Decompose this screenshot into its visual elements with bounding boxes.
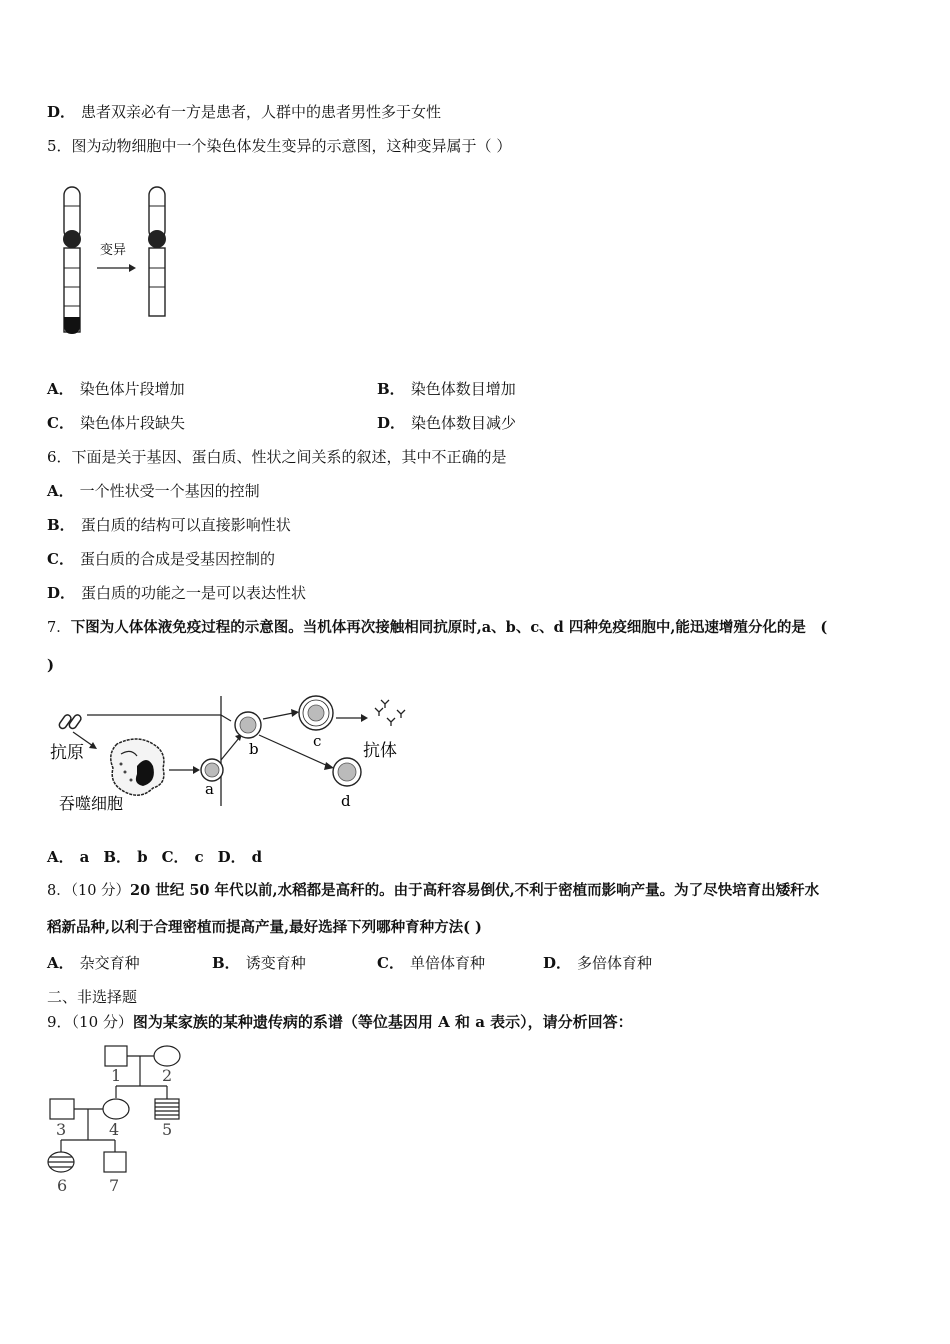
option-text: 染色体片段缺失 [79, 414, 185, 432]
q6-option-b[interactable] [47, 515, 291, 535]
option-text: 染色体片段增加 [79, 380, 185, 398]
individual-6-affected-female [48, 1152, 74, 1172]
section-title: 二、非选择题 [47, 988, 138, 1006]
option-label: A． [47, 954, 74, 972]
q7-option-b[interactable] [103, 848, 147, 866]
q8-stem-line2: 稻新品种,以利于合理密植而提高产量,最好选择下列哪种育种方法( ) [47, 919, 482, 936]
label-1: 1 [111, 1066, 122, 1085]
option-label: C． [47, 550, 74, 568]
q8-score: （10 分） [70, 883, 131, 899]
option-text: 蛋白质的结构可以直接影响性状 [80, 516, 291, 534]
option-label: D． [47, 103, 76, 121]
q6-option-a[interactable] [47, 481, 260, 501]
phagocyte-label: 吞噬细胞 [59, 794, 124, 813]
q7-stem [47, 618, 827, 638]
option-label: D． [543, 954, 572, 972]
antibody-label: 抗体 [363, 741, 397, 761]
q7-option-d[interactable] [218, 848, 263, 866]
q5-chromosome-figure [55, 184, 185, 340]
q5-option-b[interactable] [377, 379, 516, 399]
individual-3-male [50, 1099, 74, 1119]
cell-c-icon [299, 696, 333, 730]
option-label: D． [377, 414, 406, 432]
option-text: 染色体数目增加 [410, 380, 516, 398]
variation-label: 变异 [100, 243, 127, 258]
q7-options [47, 847, 262, 867]
option-text: 单倍体育种 [409, 954, 485, 972]
option-label: D． [217, 848, 246, 866]
cell-b-icon [235, 712, 261, 738]
antigen-label: 抗原 [50, 743, 84, 763]
q8-stem-text-1: 20 世纪 50 年代以前,水稻都是高秆的。由于高秆容易倒伏,不利于密植而影响产量。为了尽快培育出矮秆水 [130, 882, 820, 899]
individual-2-female [154, 1046, 180, 1066]
option-text: 多倍体育种 [577, 954, 653, 972]
q9-pedigree [45, 1040, 195, 1200]
cell-c-label: c [313, 732, 322, 750]
q9-score: （10 分） [71, 1013, 133, 1031]
q7-option-a[interactable] [47, 848, 89, 866]
q7-stem-end: ) [47, 656, 55, 674]
individual-4-female [103, 1099, 129, 1119]
q8-option-a[interactable] [47, 953, 140, 973]
q5-option-c[interactable] [47, 413, 185, 433]
q5-option-d[interactable] [377, 413, 516, 433]
antibody-icon [375, 700, 405, 726]
label-2: 2 [162, 1066, 173, 1085]
q8-number: 8． [47, 883, 71, 899]
option-text: 染色体数目减少 [411, 414, 517, 432]
option-text: 患者双亲必有一方是患者，人群中的患者男性多于女性 [81, 103, 442, 121]
label-4: 4 [109, 1120, 120, 1139]
prev-option-d [47, 102, 441, 122]
label-3: 3 [56, 1120, 67, 1139]
cell-b-label: b [249, 740, 259, 758]
option-label: B． [212, 954, 240, 972]
option-label: A． [47, 482, 74, 500]
cell-a-label: a [205, 780, 214, 798]
option-label: C． [47, 414, 74, 432]
option-text: 蛋白质的合成是受基因控制的 [79, 550, 275, 568]
option-text: 一个性状受一个基因的控制 [79, 482, 260, 500]
q5-stem: 5．图为动物细胞中一个染色体发生变异的示意图，这种变异属于（ ） [47, 137, 512, 155]
q6-stem: 6．下面是关于基因、蛋白质、性状之间关系的叙述，其中不正确的是 [47, 448, 507, 466]
individual-7-male [104, 1152, 126, 1172]
antigen-icon [58, 714, 82, 730]
q8-option-c[interactable] [377, 953, 485, 973]
individual-1-male [105, 1046, 127, 1066]
q8-stem-line1 [47, 881, 819, 901]
phagocyte-icon [111, 739, 164, 795]
option-text: c [194, 848, 204, 866]
option-label: B． [377, 380, 405, 398]
q6-option-d[interactable] [47, 583, 306, 603]
q8-option-b[interactable] [212, 953, 306, 973]
label-7: 7 [109, 1176, 120, 1195]
q9-number: 9． [47, 1013, 72, 1031]
option-label: D． [47, 584, 76, 602]
cell-d-label: d [341, 792, 351, 810]
mutated-chromosome [148, 187, 166, 316]
option-label: C． [377, 954, 404, 972]
label-6: 6 [57, 1176, 68, 1195]
cell-d-icon [333, 758, 361, 786]
option-text: 杂交育种 [79, 954, 140, 972]
q9-stem [47, 1012, 633, 1032]
option-label: B． [103, 848, 132, 866]
label-5: 5 [162, 1120, 173, 1139]
option-label: B． [47, 516, 75, 534]
q5-option-a[interactable] [47, 379, 185, 399]
q7-number: 7． [47, 620, 71, 636]
q7-option-c[interactable] [162, 848, 204, 866]
option-text: b [137, 848, 148, 866]
option-label: A． [47, 848, 74, 866]
option-text: d [251, 848, 263, 866]
option-text: a [79, 848, 90, 866]
option-text: 诱变育种 [245, 954, 306, 972]
original-chromosome [63, 187, 81, 334]
option-text: 蛋白质的功能之一是可以表达性状 [81, 584, 307, 602]
option-label: C． [161, 848, 189, 866]
q7-stem-text: 下图为人体体液免疫过程的示意图。当机体再次接触相同抗原时,a、b、c、d 四种免疫细胞中,能迅速增殖分化的是 ( [70, 619, 828, 636]
arrow-head [129, 264, 136, 272]
q6-option-c[interactable] [47, 549, 275, 569]
individual-5-affected-male [155, 1099, 179, 1119]
q7-immune-figure [45, 688, 415, 828]
option-label: A． [47, 380, 74, 398]
cell-a-icon [201, 759, 223, 781]
q8-option-d[interactable] [543, 953, 652, 973]
q9-stem-text: 图为某家族的某种遗传病的系谱（等位基因用 A 和 a 表示），请分析回答： [132, 1013, 633, 1031]
